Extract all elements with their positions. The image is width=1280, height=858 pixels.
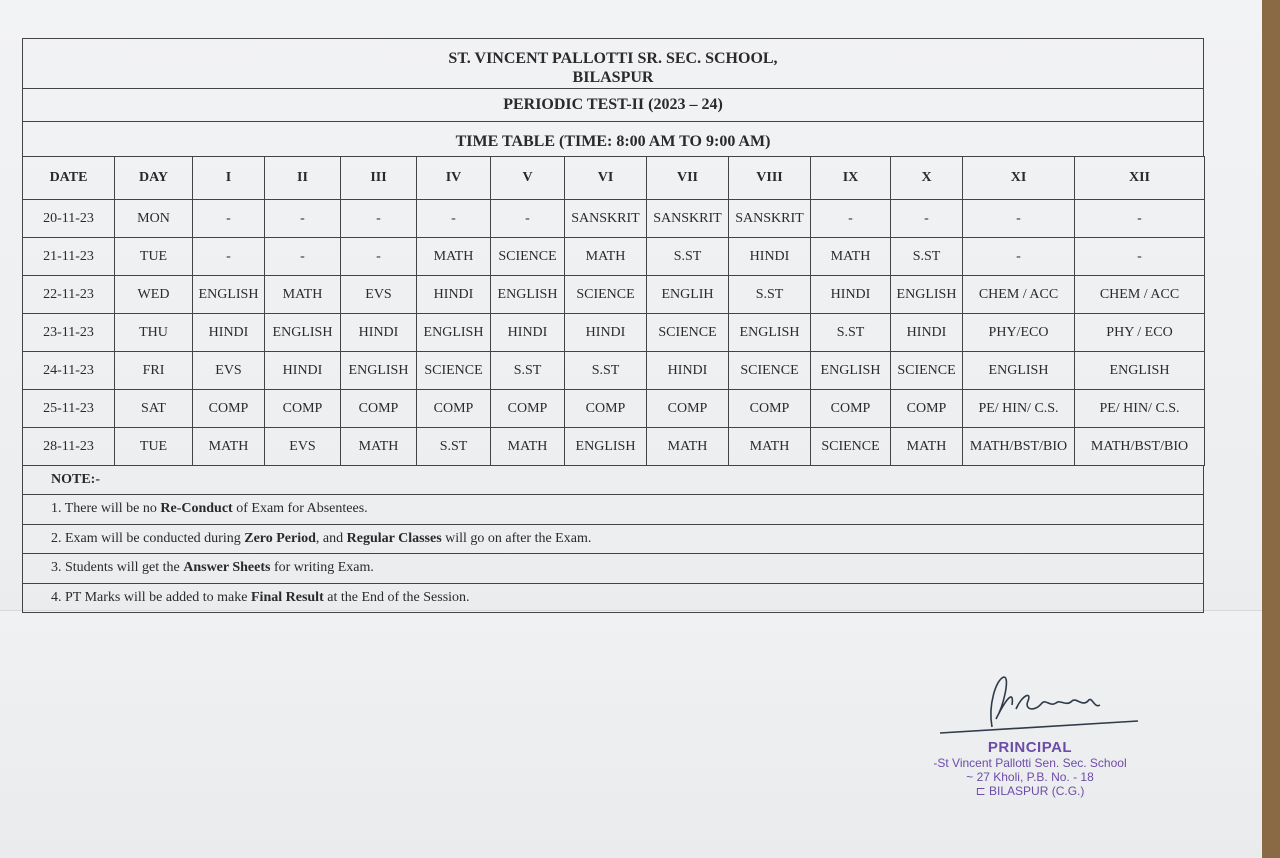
- note-1: [23, 495, 1203, 525]
- table-row: [23, 276, 1205, 314]
- subject-cell: MATH: [565, 238, 647, 276]
- col-header: II: [265, 157, 341, 200]
- stamp-line: -St Vincent Pallotti Sen. Sec. School: [933, 756, 1127, 770]
- subject-cell: S.ST: [565, 352, 647, 390]
- subject-cell: ENGLISH: [193, 276, 265, 314]
- table-header-row: [23, 157, 1205, 200]
- subject-cell: -: [265, 238, 341, 276]
- col-header: VIII: [729, 157, 811, 200]
- stamp-line: ~ 27 Kholi, P.B. No. - 18: [966, 770, 1094, 784]
- subject-cell: COMP: [341, 390, 417, 428]
- day-cell: SAT: [115, 390, 193, 428]
- col-header: IV: [417, 157, 491, 200]
- subject-cell: PE/ HIN/ C.S.: [963, 390, 1075, 428]
- subject-cell: S.ST: [647, 238, 729, 276]
- school-header: [22, 38, 1204, 88]
- subject-cell: -: [963, 238, 1075, 276]
- table-row: [23, 238, 1205, 276]
- subject-cell: S.ST: [811, 314, 891, 352]
- subject-cell: -: [811, 200, 891, 238]
- subject-cell: HINDI: [891, 314, 963, 352]
- subject-cell: SANSKRIT: [565, 200, 647, 238]
- subject-cell: ENGLISH: [729, 314, 811, 352]
- subject-cell: -: [491, 200, 565, 238]
- table-row: [23, 390, 1205, 428]
- note-text: at the End of the Session.: [323, 589, 470, 605]
- subject-cell: MATH/BST/BIO: [1075, 428, 1205, 466]
- subject-cell: ENGLISH: [491, 276, 565, 314]
- subject-cell: ENGLISH: [341, 352, 417, 390]
- subject-cell: MATH: [891, 428, 963, 466]
- col-header: DATE: [23, 157, 115, 200]
- date-cell: 25-11-23: [23, 390, 115, 428]
- subject-cell: COMP: [565, 390, 647, 428]
- note-bold: Regular Classes: [346, 530, 442, 546]
- subject-cell: -: [891, 200, 963, 238]
- col-header: I: [193, 157, 265, 200]
- subject-cell: ENGLIH: [647, 276, 729, 314]
- subject-cell: CHEM / ACC: [1075, 276, 1205, 314]
- subject-cell: -: [341, 200, 417, 238]
- school-name: ST. VINCENT PALLOTTI SR. SEC. SCHOOL,: [448, 50, 778, 67]
- subject-cell: COMP: [265, 390, 341, 428]
- subject-cell: SCIENCE: [647, 314, 729, 352]
- subject-cell: ENGLISH: [1075, 352, 1205, 390]
- subject-cell: SCIENCE: [811, 428, 891, 466]
- subject-cell: SCIENCE: [417, 352, 491, 390]
- subject-cell: EVS: [341, 276, 417, 314]
- col-header: DAY: [115, 157, 193, 200]
- note-text: 2. Exam will be conducted during: [51, 530, 245, 546]
- subject-cell: -: [265, 200, 341, 238]
- notes-heading: NOTE:-: [23, 466, 1203, 495]
- principal-stamp: [900, 665, 1160, 815]
- subject-cell: SCIENCE: [491, 238, 565, 276]
- subject-cell: SCIENCE: [729, 352, 811, 390]
- subject-cell: SANSKRIT: [647, 200, 729, 238]
- col-header: III: [341, 157, 417, 200]
- subject-cell: HINDI: [341, 314, 417, 352]
- table-row: [23, 314, 1205, 352]
- subject-cell: ENGLISH: [565, 428, 647, 466]
- subject-cell: MATH: [193, 428, 265, 466]
- note-2: [23, 525, 1203, 555]
- col-header: V: [491, 157, 565, 200]
- note-bold: Final Result: [251, 589, 324, 605]
- subject-cell: SCIENCE: [565, 276, 647, 314]
- subject-cell: EVS: [265, 428, 341, 466]
- timetable: [22, 156, 1205, 466]
- subject-cell: MATH: [729, 428, 811, 466]
- subject-cell: -: [341, 238, 417, 276]
- day-cell: TUE: [115, 428, 193, 466]
- subject-cell: COMP: [729, 390, 811, 428]
- subject-cell: HINDI: [729, 238, 811, 276]
- subject-cell: PHY/ECO: [963, 314, 1075, 352]
- date-cell: 20-11-23: [23, 200, 115, 238]
- subject-cell: PHY / ECO: [1075, 314, 1205, 352]
- timetable-document: [22, 38, 1204, 613]
- school-city: BILASPUR: [572, 69, 654, 86]
- subject-cell: PE/ HIN/ C.S.: [1075, 390, 1205, 428]
- day-cell: MON: [115, 200, 193, 238]
- date-cell: 22-11-23: [23, 276, 115, 314]
- subject-cell: S.ST: [417, 428, 491, 466]
- subject-cell: HINDI: [265, 352, 341, 390]
- subject-cell: S.ST: [729, 276, 811, 314]
- col-header: X: [891, 157, 963, 200]
- subject-cell: SCIENCE: [891, 352, 963, 390]
- note-4: [23, 584, 1203, 613]
- subject-cell: MATH: [265, 276, 341, 314]
- subject-cell: MATH/BST/BIO: [963, 428, 1075, 466]
- note-3: [23, 554, 1203, 584]
- note-text: 3. Students will get the: [51, 560, 184, 575]
- day-cell: TUE: [115, 238, 193, 276]
- signature: [900, 665, 1160, 745]
- col-header: IX: [811, 157, 891, 200]
- day-cell: FRI: [115, 352, 193, 390]
- date-cell: 23-11-23: [23, 314, 115, 352]
- subject-cell: ENGLISH: [891, 276, 963, 314]
- col-header: VI: [565, 157, 647, 200]
- test-title: PERIODIC TEST-II (2023 – 24): [22, 88, 1204, 121]
- day-cell: WED: [115, 276, 193, 314]
- note-bold: Answer Sheets: [183, 560, 271, 575]
- subject-cell: HINDI: [565, 314, 647, 352]
- col-header: XI: [963, 157, 1075, 200]
- subject-cell: S.ST: [491, 352, 565, 390]
- col-header: VII: [647, 157, 729, 200]
- note-text: for writing Exam.: [270, 560, 374, 575]
- subject-cell: HINDI: [491, 314, 565, 352]
- subject-cell: HINDI: [811, 276, 891, 314]
- subject-cell: -: [193, 200, 265, 238]
- note-bold: Re-Conduct: [160, 501, 233, 516]
- subject-cell: EVS: [193, 352, 265, 390]
- notes-section: [22, 466, 1204, 613]
- subject-cell: -: [193, 238, 265, 276]
- subject-cell: HINDI: [193, 314, 265, 352]
- subject-cell: S.ST: [891, 238, 963, 276]
- table-row: [23, 428, 1205, 466]
- day-cell: THU: [115, 314, 193, 352]
- subject-cell: ENGLISH: [963, 352, 1075, 390]
- note-text: 1. There will be no: [51, 501, 161, 516]
- subject-cell: HINDI: [417, 276, 491, 314]
- subject-cell: -: [963, 200, 1075, 238]
- subject-cell: COMP: [491, 390, 565, 428]
- timing-title: TIME TABLE (TIME: 8:00 AM TO 9:00 AM): [22, 121, 1204, 156]
- subject-cell: COMP: [417, 390, 491, 428]
- subject-cell: COMP: [193, 390, 265, 428]
- subject-cell: ENGLISH: [265, 314, 341, 352]
- stamp-line: ⊏ BILASPUR (C.G.): [975, 784, 1085, 798]
- subject-cell: CHEM / ACC: [963, 276, 1075, 314]
- subject-cell: COMP: [647, 390, 729, 428]
- note-text: 4. PT Marks will be added to make: [51, 589, 251, 605]
- date-cell: 21-11-23: [23, 238, 115, 276]
- subject-cell: -: [417, 200, 491, 238]
- subject-cell: ENGLISH: [417, 314, 491, 352]
- subject-cell: SANSKRIT: [729, 200, 811, 238]
- note-text: will go on after the Exam.: [441, 530, 592, 546]
- note-text: , and: [315, 530, 347, 546]
- subject-cell: HINDI: [647, 352, 729, 390]
- subject-cell: MATH: [491, 428, 565, 466]
- table-body: [23, 200, 1205, 466]
- subject-cell: MATH: [341, 428, 417, 466]
- date-cell: 28-11-23: [23, 428, 115, 466]
- col-header: XII: [1075, 157, 1205, 200]
- date-cell: 24-11-23: [23, 352, 115, 390]
- subject-cell: ENGLISH: [811, 352, 891, 390]
- subject-cell: -: [1075, 200, 1205, 238]
- subject-cell: MATH: [647, 428, 729, 466]
- subject-cell: MATH: [417, 238, 491, 276]
- subject-cell: COMP: [811, 390, 891, 428]
- note-text: of Exam for Absentees.: [232, 501, 368, 516]
- stamp-title: PRINCIPAL: [987, 739, 1073, 756]
- table-row: [23, 200, 1205, 238]
- subject-cell: MATH: [811, 238, 891, 276]
- note-bold: Zero Period: [244, 530, 316, 546]
- table-row: [23, 352, 1205, 390]
- subject-cell: -: [1075, 238, 1205, 276]
- subject-cell: COMP: [891, 390, 963, 428]
